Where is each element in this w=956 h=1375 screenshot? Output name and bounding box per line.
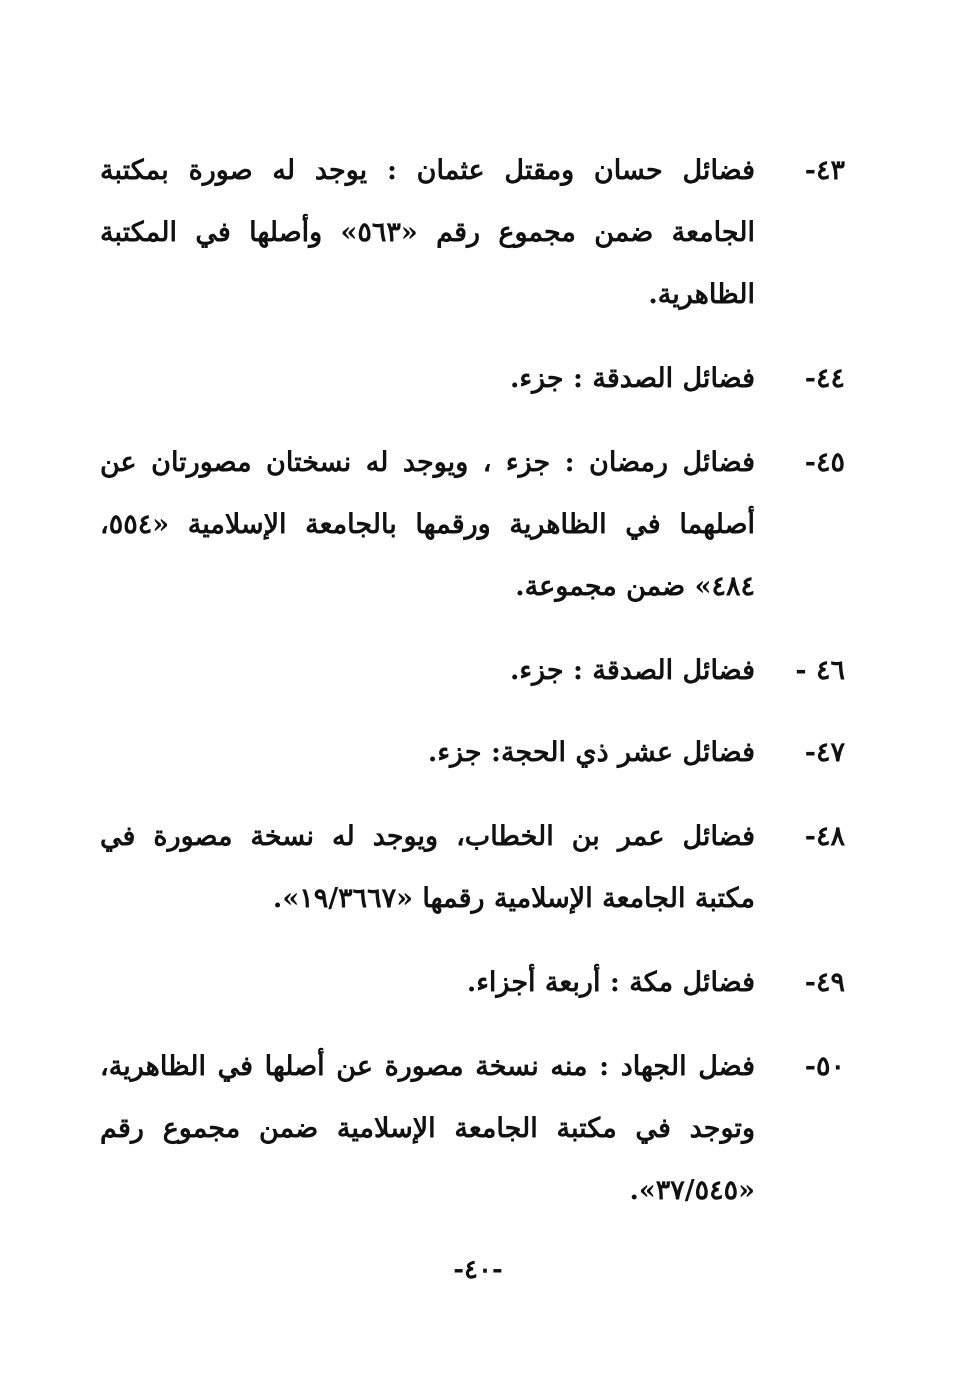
- entry-text: فضائل الصدقة : جزء.: [509, 655, 755, 686]
- entry-number: ٤٩-: [804, 967, 845, 998]
- entry-44: [100, 348, 845, 410]
- entry-45: [100, 432, 845, 618]
- entry-number: ٤٧-: [804, 737, 845, 768]
- entry-text: فضائل عمر بن الخطاب، ويوجد له نسخة مصورة في مكتبة الجامعة الإسلامية رقمها «١٩/٣٦٦٧».: [100, 821, 755, 914]
- entry-47: [100, 722, 845, 784]
- entry-number: ٥٠-: [804, 1051, 845, 1082]
- entry-text: فضائل رمضان : جزء ، ويوجد له نسختان مصورتان عن أصلهما في الظاهرية ورقمها بالجامعة الإسلامية «٥٥٤، ٤٨٤» ضمن مجموعة.: [100, 447, 755, 602]
- entry-number: ٤٤-: [804, 363, 845, 394]
- entry-48: [100, 806, 845, 930]
- entry-number: ٤٥-: [804, 447, 845, 478]
- entry-49: [100, 952, 845, 1014]
- entry-text: فضائل عشر ذي الحجة: جزء.: [427, 737, 755, 768]
- entry-text: فضائل مكة : أربعة أجزاء.: [466, 967, 755, 998]
- entry-text: فضائل حسان ومقتل عثمان : يوجد له صورة بمكتبة الجامعة ضمن مجموع رقم «٥٦٣» وأصلها في المكتبة الظاهرية.: [100, 155, 755, 310]
- entry-46: [100, 640, 845, 702]
- entry-number: ٤٨-: [804, 821, 845, 852]
- entry-50: [100, 1036, 845, 1222]
- entry-43: [100, 140, 845, 326]
- entry-text: فضل الجهاد : منه نسخة مصورة عن أصلها في الظاهرية، وتوجد في مكتبة الجامعة الإسلامية ضمن مجموع رقم «٣٧/٥٤٥».: [100, 1051, 755, 1206]
- page-number: -٤٠-: [453, 1255, 503, 1285]
- entry-number: ٤٣-: [804, 155, 845, 186]
- entry-number: ٤٦ -: [795, 655, 845, 686]
- entry-text: فضائل الصدقة : جزء.: [509, 363, 755, 394]
